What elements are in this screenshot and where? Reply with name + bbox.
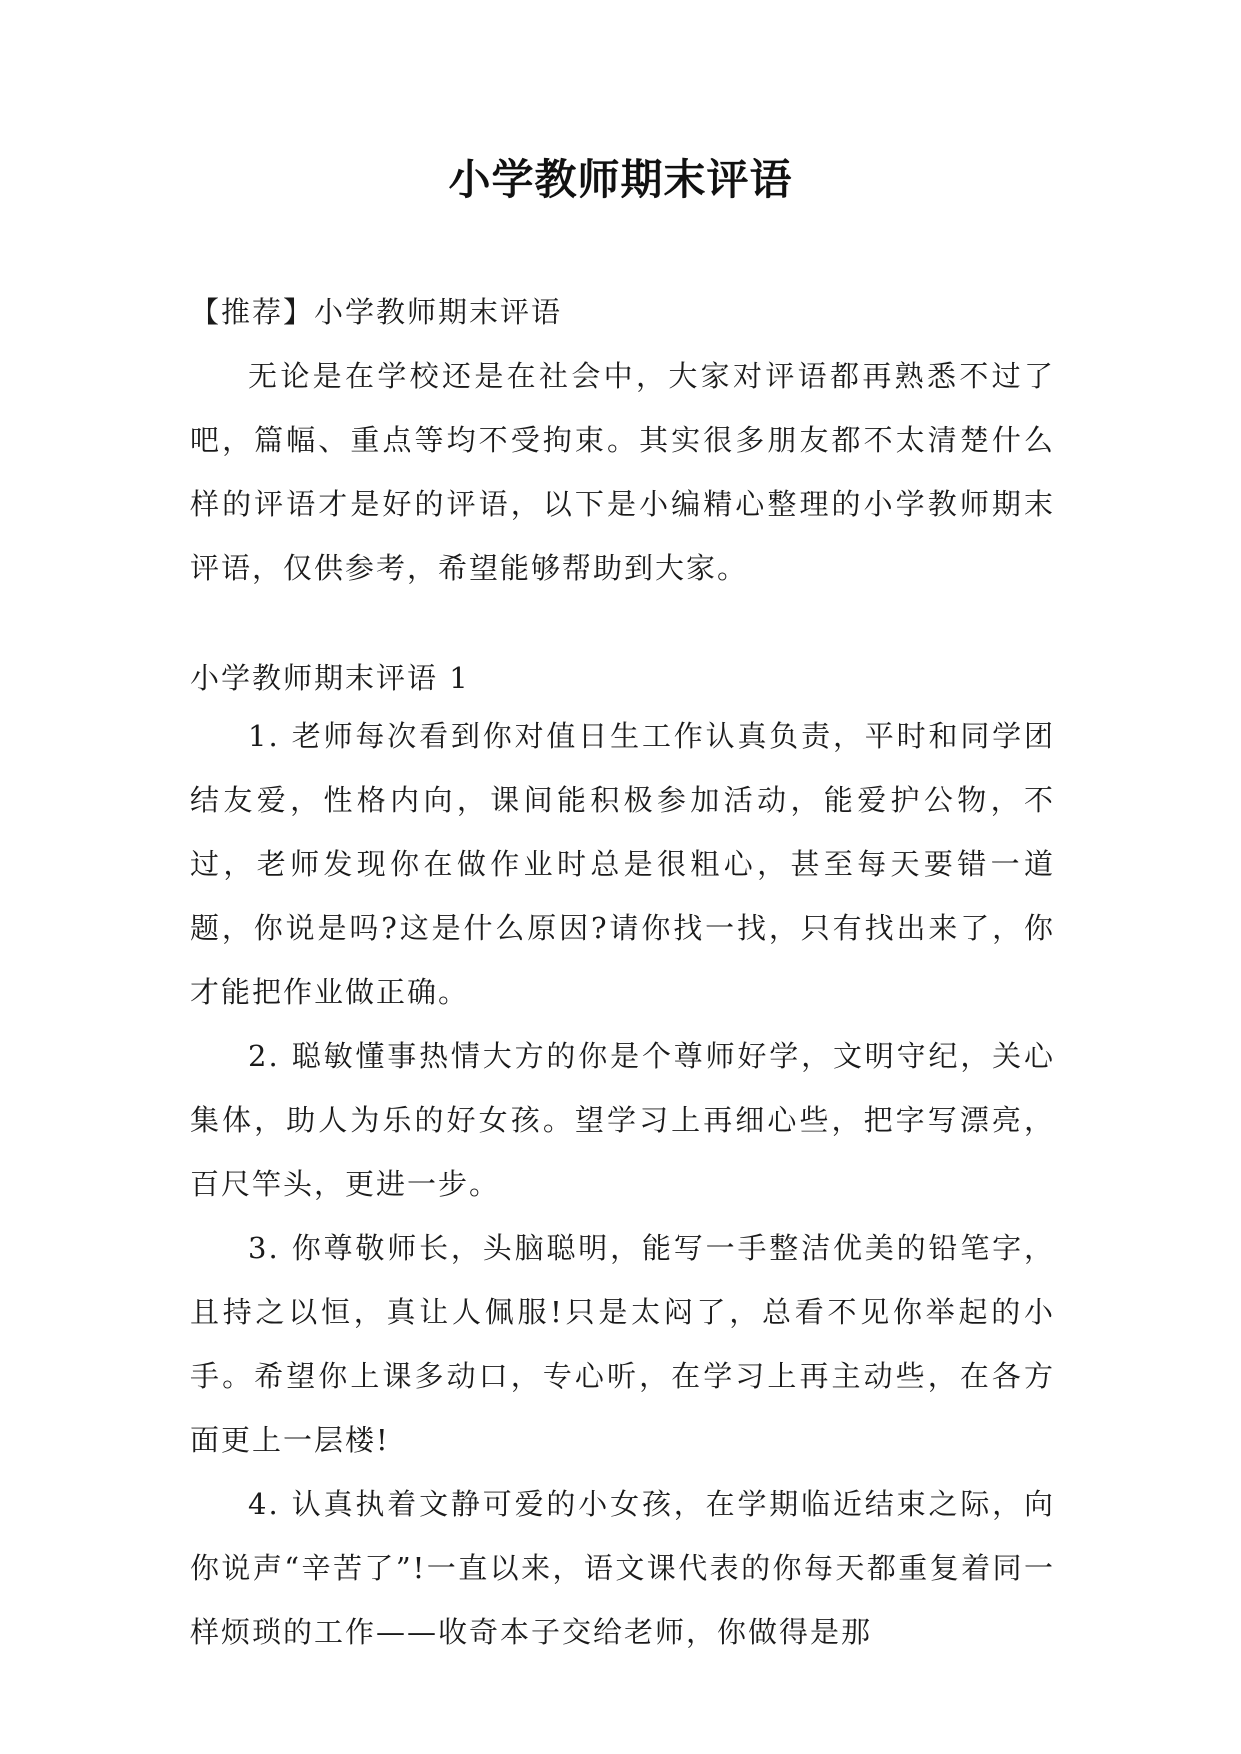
section-gap (190, 600, 1055, 656)
comment-item-2: 2. 聪敏懂事热情大方的你是个尊师好学，文明守纪，关心集体，助人为乐的好女孩。望学习上再细心些，把字写漂亮，百尺竿头，更进一步。 (190, 1039, 1055, 1201)
comment-item-4: 4. 认真执着文静可爱的小女孩，在学期临近结束之际，向你说声“辛苦了”!一直以来，语文课代表的你每天都重复着同一样烦琐的工作——收奇本子交给老师，你做得是那 (190, 1487, 1055, 1649)
document-title: 小学教师期末评语 (448, 155, 793, 204)
section-title: 小学教师期末评语 1 (190, 661, 470, 695)
comment-item-1: 1. 老师每次看到你对值日生工作认真负责，平时和同学团结友爱，性格内向，课间能积极参加活动，能爱护公物，不过，老师发现你在做作业时总是很粗心，甚至每天要错一道题，你说是吗?这是什么原因?请你找一找，只有找出来了，你才能把作业做正确。 (190, 719, 1055, 1009)
document-body (190, 290, 1055, 1664)
comment-item-3: 3. 你尊敬师长，头脑聪明，能写一手整洁优美的铅笔字，且持之以恒，真让人佩服!只是太闷了，总看不见你举起的小手。希望你上课多动口，专心听，在学习上再主动些，在各方面更上一层楼! (190, 1231, 1055, 1457)
intro-paragraph: 无论是在学校还是在社会中，大家对评语都再熟悉不过了吧，篇幅、重点等均不受拘束。其实很多朋友都不太清楚什么样的评语才是好的评语，以下是小编精心整理的小学教师期末评语，仅供参考，希望能够帮助到大家。 (190, 359, 1055, 585)
recommend-line: 【推荐】小学教师期末评语 (190, 295, 563, 329)
